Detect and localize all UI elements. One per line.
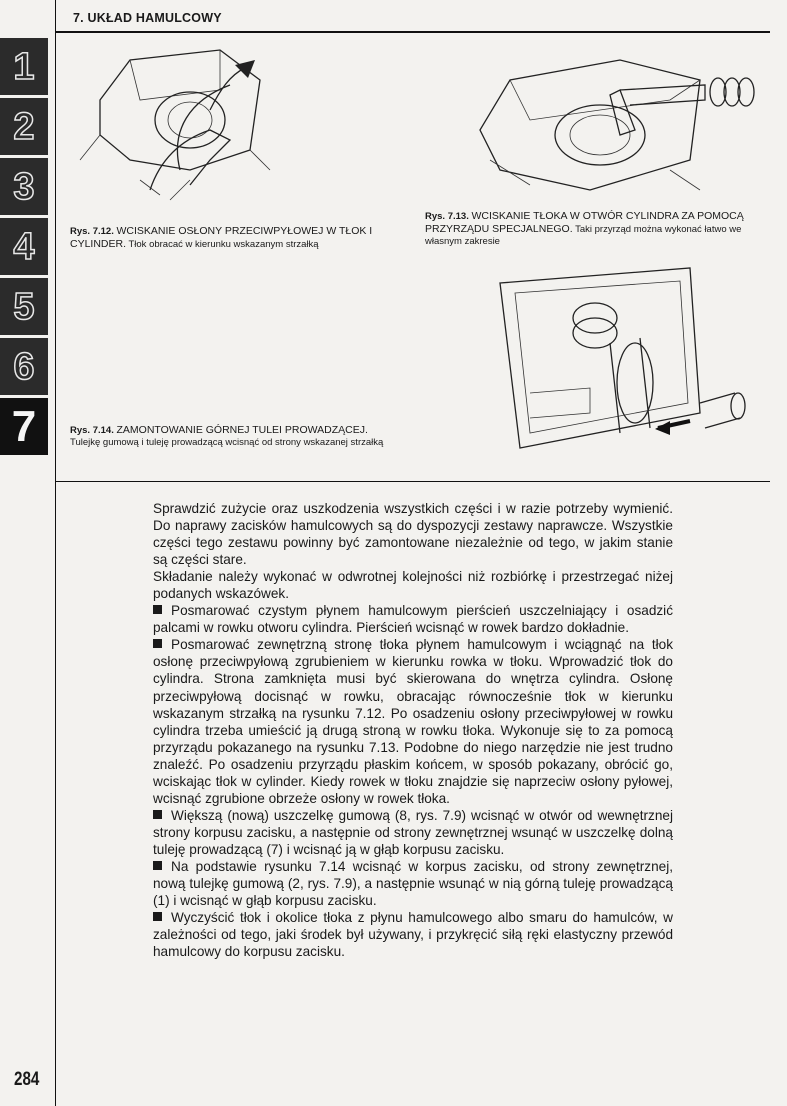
- bullet-paragraph: Posmarować zewnętrzną stronę tłoka płynem hamulcowym i wciągnąć na tłok osłonę przeciwpyłową zgrubieniem w kierunku rowka w tłoku. Wprowadzić tłok do cylindra. Strona zamknięta musi być skierowana do wnętrza cylindra. Osłonę przeciwpyłową docisnąć w rowku, obracając równocześnie tłok w kierunku wskazanym strzałką na rysunku 7.12. Po osadzeniu osłony przeciwpyłowej w rowku cylindra trzeba umieścić ją drugą stroną w rowku tłoka. Wykonuje się to za pomocą przyrządu pokazanego na rysunku 7.13. Podobne do niego narzędzie nie jest trudno znaleźć. Po osadzeniu przyrządu płaskim końcem, w sposób pokazany, obrócić go, wciskając tłok w cylinder. Kiedy rowek w tłoku znajdzie się naprzeciw osłony pyłowej, wcisnąć zgrubione obrzeże osłony w rowek tłoka.: [153, 637, 673, 806]
- bullet-paragraph: Wyczyścić tłok i okolice tłoka z płynu hamulcowego albo smaru do hamulców, w zależności od tego, jaki środek był używany, i przykręcić siłą ręki elastyczny przewód hamulcowy do korpusu zacisku.: [153, 910, 673, 960]
- caption-label: Rys. 7.14.: [70, 425, 114, 436]
- body-text: [153, 500, 673, 960]
- chapter-tab-7-active[interactable]: 7: [0, 398, 48, 455]
- chapter-tabs: [0, 38, 48, 458]
- figure-text-separator: [55, 481, 770, 482]
- caption-text: Tłok obracać w kierunku wskazanym strzałką: [128, 238, 319, 250]
- caption-label: Rys. 7.12.: [70, 226, 114, 237]
- bullet-icon: [153, 861, 162, 870]
- figure-7-14-caption: [70, 424, 400, 448]
- figure-7-14-illustration: [490, 263, 760, 463]
- bullet-icon: [153, 912, 162, 921]
- bullet-paragraph: Posmarować czystym płynem hamulcowym pierścień uszczelniający i osadzić palcami w rowku otworu cylindra. Pierścień wcisnąć w rowek bardzo dokładnie.: [153, 603, 673, 636]
- chapter-title: 7. UKŁAD HAMULCOWY: [73, 11, 222, 25]
- figure-7-12-caption: [70, 225, 415, 251]
- caption-title: WCISKANIE OSŁONY PRZECIWPYŁOWEJ W TŁOK I CYLINDER.: [70, 225, 373, 250]
- margin-rule: [55, 0, 56, 1106]
- bullet-icon: [153, 810, 162, 819]
- paragraph: Składanie należy wykonać w odwrotnej kolejności niż rozbiórkę i przestrzegać niżej podanych wskazówek.: [153, 569, 673, 602]
- bullet-icon: [153, 605, 162, 614]
- chapter-tab-6[interactable]: 6: [0, 338, 48, 395]
- bullet-paragraph: Większą (nową) uszczelkę gumową (8, rys. 7.9) wcisnąć w otwór od wewnętrznej strony korpusu zacisku, a następnie od strony zewnętrznej wsunąć w uszczelkę dolną tuleję prowadzącą (7) i wcisnąć ją w głąb korpusu zacisku.: [153, 807, 673, 857]
- caption-title: WCISKANIE TŁOKA W OTWÓR CYLINDRA ZA POMOCĄ PRZYRZĄDU SPECJALNEGO.: [425, 210, 744, 235]
- page-number: 284: [14, 1069, 40, 1090]
- caption-text: Taki przyrząd można wykonać łatwo we własnym zakresie: [425, 223, 742, 247]
- chapter-tab-1[interactable]: 1: [0, 38, 48, 95]
- bullet-paragraph: Na podstawie rysunku 7.14 wcisnąć w korpus zacisku, od strony zewnętrznej, nową tulejkę gumową (2, rys. 7.9), a następnie wsunąć w nią górną tuleję prowadzącą (1) i wcisnąć w głąb korpusu zacisku.: [153, 858, 673, 909]
- chapter-tab-2[interactable]: 2: [0, 98, 48, 155]
- caption-text: Tulejkę gumową i tuleję prowadzącą wcisnąć od strony wskazanej strzałką: [70, 436, 384, 448]
- paragraph: Sprawdzić zużycie oraz uszkodzenia wszystkich części i w razie potrzeby wymienić. Do naprawy zacisków hamulcowych są do dyspozycji zestawy naprawcze. Wszystkie części tego zestawu powinny być zamontowane niezależnie od tego, w jakim stanie są części stare.: [153, 501, 673, 568]
- caption-title: ZAMONTOWANIE GÓRNEJ TULEI PROWADZĄCEJ.: [116, 424, 368, 436]
- bullet-icon: [153, 639, 162, 648]
- chapter-tab-4[interactable]: 4: [0, 218, 48, 275]
- chapter-tab-3[interactable]: 3: [0, 158, 48, 215]
- figure-7-13-illustration: [470, 40, 765, 205]
- figure-7-13-caption: [425, 210, 765, 247]
- caption-label: Rys. 7.13.: [425, 211, 469, 222]
- figure-7-12-illustration: [70, 40, 320, 205]
- page-header: [55, 0, 770, 33]
- chapter-tab-5[interactable]: 5: [0, 278, 48, 335]
